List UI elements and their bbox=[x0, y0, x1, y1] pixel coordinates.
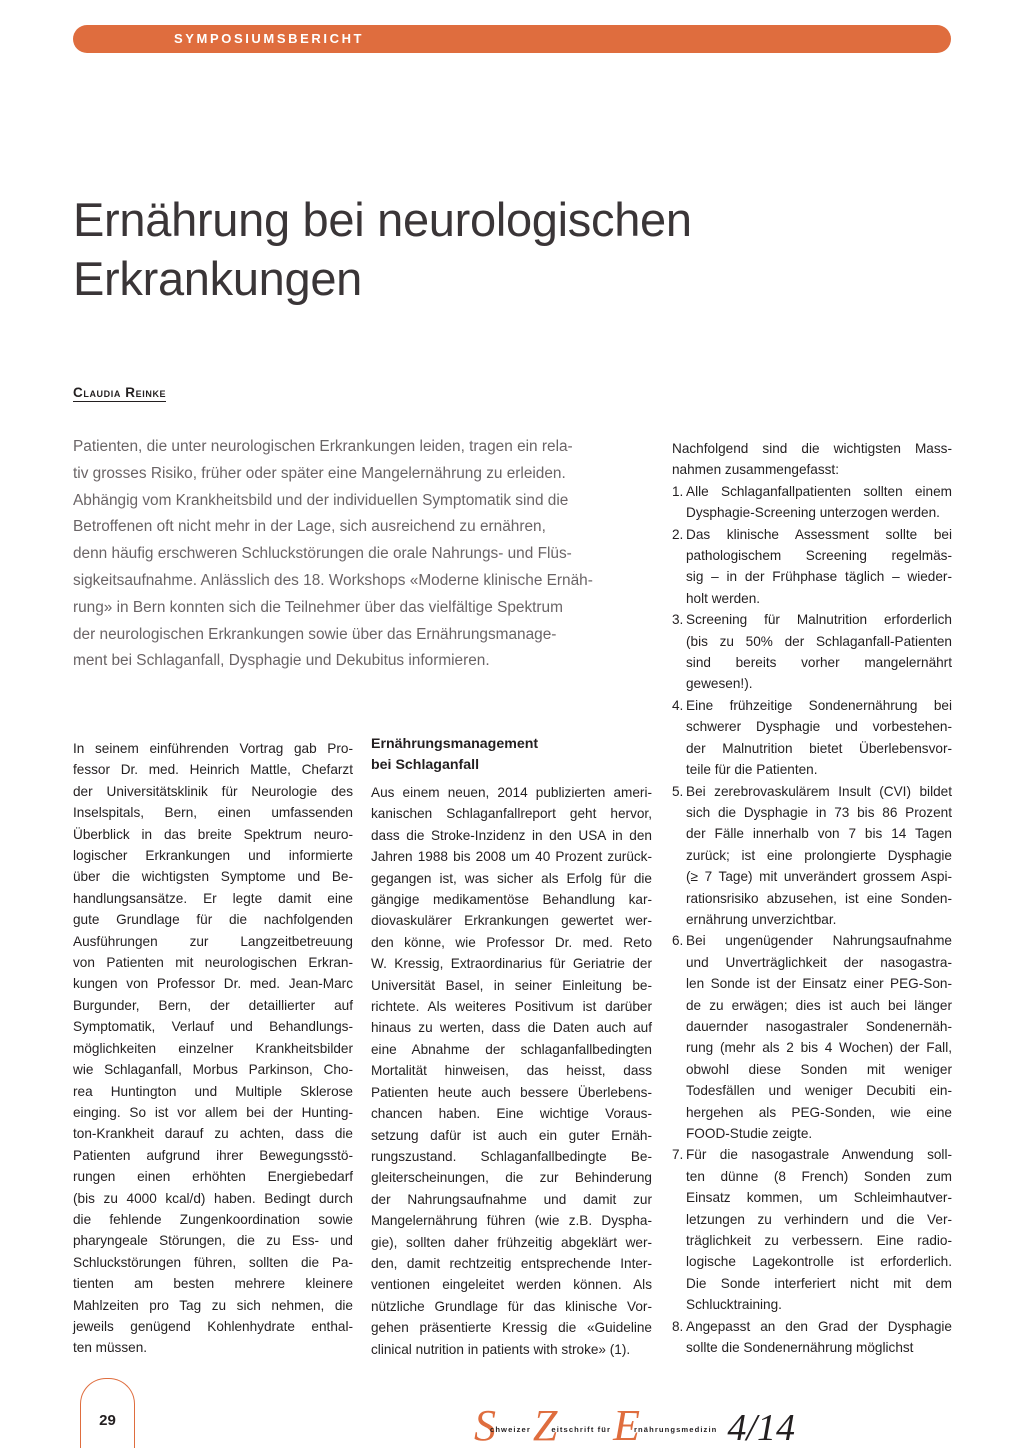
journal-logo bbox=[474, 1400, 795, 1450]
text-line: zurück; ist eine prolongierte Dysphagie bbox=[686, 847, 952, 863]
text-line: möglichkeiten einzelner Krankheitsbilder bbox=[73, 1040, 353, 1056]
text-line: Alle Schlaganfallpatienten sollten einem bbox=[686, 483, 952, 499]
text-line: rationsrisiko abzusehen, ist eine Sonden- bbox=[686, 890, 952, 906]
text-line: tienten am besten mehrere kleinere bbox=[73, 1276, 353, 1292]
text-line: In seinem einführenden Vortrag gab Pro- bbox=[73, 741, 353, 756]
journal-word: eitschrift für bbox=[551, 1425, 612, 1434]
text-line: Für die nasogastrale Anwendung soll- bbox=[686, 1147, 952, 1163]
text-line: Mahlzeiten pro Tag zu sich nehmen, die bbox=[73, 1297, 353, 1313]
text-line: ten dünne (8 French) Sonden zum bbox=[686, 1168, 952, 1184]
text-line: träglichkeit zu verbessern. Eine radio- bbox=[686, 1233, 952, 1249]
text-line: gie), sollten daher frühzeitig abgeklärt wer- bbox=[371, 1234, 652, 1250]
text-line: W. Kressig, Extraordinarius für Geriatrie der bbox=[371, 956, 652, 972]
text-line: de zu erwägen; dies ist auch bei länger bbox=[686, 997, 952, 1013]
text-line: ernährung unverzichtbar. bbox=[686, 911, 837, 927]
text-line: Betroffenen oft nicht mehr in der Lage, sich ausreichend zu ernähren, bbox=[73, 518, 546, 536]
text-line: chancen haben. Eine wichtige Voraus- bbox=[371, 1106, 652, 1122]
text-line: Universität Basel, in seiner Einleitung be- bbox=[371, 977, 652, 993]
text-line: (bis zu 4000 kcal/d) haben. Bedingt durch bbox=[73, 1190, 353, 1206]
text-line: rungen einen erhöhten Energiebedarf bbox=[73, 1169, 353, 1185]
text-line: von Patienten mit neurologischen Erkran- bbox=[73, 955, 353, 971]
list-item-number: 5. bbox=[672, 783, 684, 799]
list-item bbox=[672, 524, 952, 610]
text-line: einging. So ist vor allem bei der Hunting- bbox=[73, 1104, 353, 1120]
text-line: wie Schlaganfall, Morbus Parkinson, Cho- bbox=[73, 1062, 353, 1078]
text-line: dass die Stroke-Inzidenz in den USA in den bbox=[371, 827, 652, 843]
text-line: der Fälle innerhalb von 7 bis 14 Tagen bbox=[686, 826, 952, 842]
text-line: den könne, wie Professor Dr. med. Reto bbox=[371, 934, 652, 950]
text-line: setzung dafür ist auch ein guter Ernäh- bbox=[371, 1127, 652, 1143]
issue-number: 4/14 bbox=[727, 1407, 795, 1449]
text-line: rungszustand. Schlaganfallbedingte Be- bbox=[371, 1148, 652, 1164]
section-banner bbox=[73, 25, 951, 53]
list-item-number: 8. bbox=[672, 1318, 684, 1334]
text-line: nützliche Grundlage für das klinische Vor- bbox=[371, 1298, 652, 1314]
text-line: (bis zu 50% der Schlaganfall-Patienten bbox=[686, 633, 952, 649]
text-line: jeweils genügend Kohlenhydrate enthal- bbox=[73, 1318, 353, 1334]
text-line: Symptomatik, Verlauf und Behandlungs- bbox=[73, 1019, 353, 1035]
text-line: gleiterscheinungen, die zur Behinderung bbox=[371, 1170, 652, 1186]
column-3 bbox=[672, 438, 952, 1358]
text-line: sollte die Sondenernährung möglichst bbox=[686, 1340, 914, 1356]
text-line: über die wichtigsten Symptome und Be- bbox=[73, 869, 353, 885]
text-line: fessor Dr. med. Heinrich Mattle, Chefarzt bbox=[73, 762, 353, 778]
text-line: Nachfolgend sind die wichtigsten Mass- bbox=[672, 441, 952, 456]
text-line: gute Grundlage für die nachfolgenden bbox=[73, 912, 353, 928]
list-item-number: 3. bbox=[672, 612, 684, 628]
journal-letter: Z bbox=[532, 1401, 558, 1450]
text-line: der Universitätsklinik für Neurologie des bbox=[73, 783, 353, 799]
text-line: Schluckstörungen führen, sollten die Pa- bbox=[73, 1254, 353, 1270]
text-line: Einsatz kommen, um Schleimhautver- bbox=[686, 1190, 952, 1206]
text-line: Ausführungen zur Langzeitbetreuung bbox=[73, 933, 353, 949]
text-line: gegangen ist, was sicher als Erfolg für die bbox=[371, 870, 652, 886]
text-line: Die Sonde interferiert nicht mit dem bbox=[686, 1275, 952, 1291]
text-line: der Nahrungsaufnahme und damit zur bbox=[371, 1191, 652, 1207]
text-line: obwohl diese Sonden mit weniger bbox=[686, 1061, 952, 1077]
page-number: 29 bbox=[99, 1412, 116, 1429]
text-line: Jahren 1988 bis 2008 um 40 Prozent zurück- bbox=[371, 849, 652, 865]
text-line: Eine frühzeitige Sondenernährung bei bbox=[686, 697, 952, 713]
text-line: clinical nutrition in patients with stroke» (1). bbox=[371, 1341, 631, 1357]
text-line: teile für die Patienten. bbox=[686, 762, 818, 778]
text-line: hinaus zu werten, dass die Daten auch auf bbox=[371, 1020, 652, 1036]
text-line: FOOD-Studie zeigte. bbox=[686, 1126, 813, 1141]
text-line: Das klinische Assessment sollte bei bbox=[686, 526, 952, 542]
text-line: rung» in Bern konnten sich die Teilnehmer über das vielfältige Spektrum bbox=[73, 598, 563, 616]
list-item-number: 2. bbox=[672, 526, 684, 542]
text-line: logische Lagekontrolle ist erforderlich. bbox=[686, 1254, 952, 1270]
text-line: sigkeitsaufnahme. Anlässlich des 18. Workshops «Moderne klinische Ernäh- bbox=[73, 571, 593, 589]
text-line: Mangelernährung führen (wie z.B. Dyspha- bbox=[371, 1213, 652, 1229]
text-line: kanischen Schlaganfallreport geht hervor, bbox=[371, 806, 652, 822]
text-line: pathologischem Screening regelmäs- bbox=[686, 548, 952, 564]
text-line: Patienten, die unter neurologischen Erkrankungen leiden, tragen ein rela- bbox=[73, 438, 573, 455]
text-line: rea Huntington und Multiple Sklerose bbox=[73, 1083, 353, 1099]
text-line: der neurologischen Erkrankungen sowie über das Ernährungsmanage- bbox=[73, 625, 557, 643]
text-line: Bei ungenügender Nahrungsaufnahme bbox=[686, 933, 952, 949]
text-line: denn häufig erschweren Schluckstörungen die orale Nahrungs- und Flüs- bbox=[73, 545, 572, 563]
text-line: len Sonde ist der Einsatz einer PEG-Son- bbox=[686, 976, 952, 992]
text-line: Burgunder, Bern, der detaillierter auf bbox=[73, 997, 353, 1013]
text-line: nahmen zusammengefasst: bbox=[672, 462, 839, 478]
text-line: kungen von Professor Dr. med. Jean-Marc bbox=[73, 976, 353, 992]
text-line: richtete. Als weiteres Positivum ist darüber bbox=[371, 999, 652, 1015]
text-line: schwerer Dysphagie und vorbestehen- bbox=[686, 719, 952, 735]
list-item bbox=[672, 695, 952, 781]
text-line: sig – in der Frühphase täglich – wieder- bbox=[686, 569, 952, 585]
text-line: tiv grosses Risiko, früher oder später eine Mangelernährung zu erleiden. bbox=[73, 464, 566, 482]
text-line: die fehlende Zungenkoordination sowie bbox=[73, 1211, 353, 1227]
text-line: letzungen zu verhindern und die Ver- bbox=[686, 1211, 952, 1227]
text-line: Dysphagie-Screening unterzogen werden. bbox=[686, 505, 940, 521]
text-line: rung (mehr als 2 bis 4 Wochen) der Fall, bbox=[686, 1040, 952, 1056]
journal-word: chweizer bbox=[490, 1425, 531, 1434]
text-line: sich die Dysphagie in 73 bis 86 Prozent bbox=[686, 804, 952, 820]
article-title bbox=[73, 190, 943, 308]
text-line: ton-Krankheit darauf zu achten, dass die bbox=[73, 1126, 353, 1142]
text-line: gängige medikamentöse Behandlung kar- bbox=[371, 892, 652, 908]
journal-letter: E bbox=[613, 1401, 640, 1450]
text-line: Screening für Malnutrition erforderlich bbox=[686, 612, 952, 628]
list-item bbox=[672, 1144, 952, 1315]
heading-line: Ernährungsmanagement bbox=[371, 736, 539, 752]
text-line: Angepasst an den Grad der Dysphagie bbox=[686, 1318, 952, 1334]
list-item bbox=[672, 481, 952, 524]
text-line: (≥ 7 Tage) mit unverändert grossem Aspi- bbox=[686, 869, 952, 885]
text-line: Aus einem neuen, 2014 publizierten ameri- bbox=[371, 785, 652, 800]
column-1 bbox=[73, 738, 353, 1359]
text-line: diovaskulärer Erkrankungen gewertet wer- bbox=[371, 913, 652, 929]
text-line: holt werden. bbox=[686, 590, 761, 606]
text-line: den, damit rechtzeitig entsprechende Inter- bbox=[371, 1255, 652, 1271]
text-line: dauernder nasogastraler Sondenernäh- bbox=[686, 1018, 952, 1034]
text-line: gehen präsentierte Kressig die «Guideline bbox=[371, 1320, 652, 1336]
text-line: logischer Erkrankungen und informierte bbox=[73, 848, 353, 864]
list-item-number: 6. bbox=[672, 933, 684, 949]
text-line: sind bereits vorher mangelernährt bbox=[686, 655, 952, 671]
text-line: Todesfällen und weniger Decubiti ein- bbox=[686, 1083, 952, 1099]
list-item-number: 1. bbox=[672, 483, 684, 499]
list-item bbox=[672, 609, 952, 695]
text-line: ventionen eingeleitet werden können. Als bbox=[371, 1277, 652, 1293]
list-item-number: 4. bbox=[672, 697, 684, 713]
text-line: Mortalität hinweisen, das heisst, dass bbox=[371, 1063, 652, 1079]
text-line: ten müssen. bbox=[73, 1340, 148, 1356]
text-line: Patienten aufgrund ihrer Bewegungsstö- bbox=[73, 1147, 353, 1163]
heading-line: bei Schlaganfall bbox=[371, 757, 480, 773]
list-item bbox=[672, 781, 952, 931]
text-line: gewesen!). bbox=[686, 676, 753, 692]
text-line: pharyngeale Störungen, die zu Ess- und bbox=[73, 1233, 353, 1249]
section-heading bbox=[371, 734, 652, 776]
journal-word: rnährungsmedizin bbox=[633, 1425, 718, 1434]
list-item bbox=[672, 1316, 952, 1359]
title-line: Erkrankungen bbox=[73, 252, 363, 305]
text-line: Patienten heute auch bessere Überlebens- bbox=[371, 1084, 652, 1100]
author-name: Claudia Reinke bbox=[73, 385, 167, 400]
list-item bbox=[672, 930, 952, 1144]
lead-paragraph bbox=[73, 434, 648, 675]
text-line: eine Abnahme der schlaganfallbedingten bbox=[371, 1041, 652, 1057]
title-line: Ernährung bei neurologischen bbox=[73, 193, 692, 246]
text-line: Abhängig vom Krankheitsbild und der individuellen Symptomatik sind die bbox=[73, 491, 569, 509]
list-item-number: 7. bbox=[672, 1147, 684, 1163]
column-2 bbox=[371, 782, 652, 1360]
text-line: Bei zerebrovaskulärem Insult (CVI) bildet bbox=[686, 783, 952, 799]
text-line: Überblick in das breite Spektrum neuro- bbox=[73, 826, 353, 842]
text-line: Schlucktraining. bbox=[686, 1297, 782, 1313]
journal-letter: S bbox=[474, 1401, 496, 1450]
text-line: der Malnutrition bietet Überlebensvor- bbox=[686, 740, 952, 756]
text-line: handlungsansätze. Er legte damit eine bbox=[73, 890, 353, 906]
text-line: ment bei Schlaganfall, Dysphagie und Dekubitus informieren. bbox=[73, 652, 490, 670]
text-line: Inselspitals, Bern, einen umfassenden bbox=[73, 805, 353, 821]
section-label: SYMPOSIUMSBERICHT bbox=[174, 31, 365, 46]
text-line: hergehen als PEG-Sonden, wie eine bbox=[686, 1104, 952, 1120]
text-line: und Unverträglichkeit der nasogastra- bbox=[686, 954, 952, 970]
